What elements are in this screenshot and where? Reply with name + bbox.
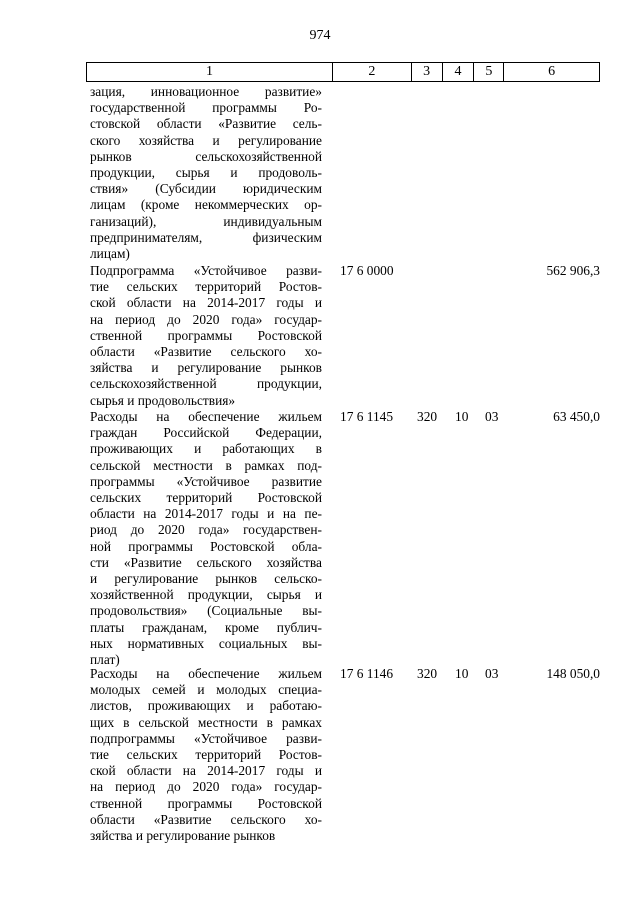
- column-header-3: 3: [412, 63, 443, 81]
- row-description: [90, 84, 322, 262]
- description-line: предпринимателям, физическим: [90, 229, 322, 245]
- description-line: лицам): [90, 246, 130, 262]
- description-line: ных нормативных социальных вы-: [90, 635, 322, 651]
- description-line: молодых семей и молодых специа-: [90, 682, 322, 698]
- row-sum: 562 906,3: [546, 263, 600, 278]
- description-line: лицам (кроме некоммерческих ор-: [90, 197, 322, 213]
- column-header-4: 4: [443, 63, 475, 81]
- description-line: граждан Российской Федерации,: [90, 425, 322, 441]
- description-line: на период до 2020 года» государ-: [90, 779, 322, 795]
- description-line: Подпрограмма «Устойчивое разви-: [90, 263, 322, 278]
- description-line: сельскохозяйственной продукции,: [90, 376, 322, 392]
- description-line: ской области на 2014-2017 годы и: [90, 295, 322, 311]
- description-line: ствия» (Субсидии юридическим: [90, 181, 322, 197]
- description-line: проживающих и работающих в: [90, 441, 322, 457]
- description-line: зяйства и регулирование рынков: [90, 360, 322, 376]
- column-header-2: 2: [333, 63, 412, 81]
- row-pr: 03: [485, 409, 499, 424]
- row-sum: 148 050,0: [546, 666, 600, 681]
- description-line: ственной программы Ростовской: [90, 327, 322, 343]
- row-code: 17 6 1146: [340, 666, 394, 681]
- description-line: ственной программы Ростовской: [90, 795, 322, 811]
- row-sum: 63 450,0: [553, 409, 600, 424]
- description-line: плат): [90, 652, 120, 668]
- description-line: сельской местности в рамках под-: [90, 457, 322, 473]
- description-line: сельских территорий Ростовской: [90, 490, 322, 506]
- row-description: [90, 666, 322, 844]
- row-rz: 10: [455, 666, 469, 681]
- description-line: листов, проживающих и работаю-: [90, 698, 322, 714]
- description-line: риод до 2020 года» государствен-: [90, 522, 322, 538]
- description-line: государственной программы Ро-: [90, 100, 322, 116]
- description-line: подпрограммы «Устойчивое разви-: [90, 730, 322, 746]
- description-line: на период до 2020 года» государ-: [90, 311, 322, 327]
- description-line: рынков сельскохозяйственной: [90, 148, 322, 164]
- description-line: ской области на 2014-2017 годы и: [90, 763, 322, 779]
- description-line: зация, инновационное развитие»: [90, 84, 322, 99]
- description-line: программы «Устойчивое развитие: [90, 473, 322, 489]
- row-code: 17 6 1145: [340, 409, 394, 424]
- description-line: тие сельских территорий Ростов-: [90, 279, 322, 295]
- column-header-1: 1: [87, 63, 333, 81]
- row-rz: 10: [455, 409, 469, 424]
- row-vr: 320: [417, 666, 438, 681]
- description-line: сырья и продовольствия»: [90, 392, 236, 408]
- description-line: области «Развитие сельского хо-: [90, 811, 322, 827]
- description-line: и регулирование рынков сельско-: [90, 571, 322, 587]
- description-line: продовольствия» (Социальные вы-: [90, 603, 322, 619]
- description-line: ной программы Ростовской обла-: [90, 538, 322, 554]
- description-line: хозяйственной продукции, сырья и: [90, 587, 322, 603]
- description-line: зяйства и регулирование рынков: [90, 828, 276, 844]
- row-description: [90, 409, 322, 668]
- row-code: 17 6 0000: [340, 263, 394, 278]
- row-pr: 03: [485, 666, 499, 681]
- description-line: платы гражданам, кроме публич-: [90, 619, 322, 635]
- description-line: Расходы на обеспечение жильем: [90, 666, 322, 681]
- row-vr: 320: [417, 409, 438, 424]
- description-line: щих в сельской местности в рамках: [90, 714, 322, 730]
- page-number: 974: [309, 28, 331, 43]
- table-header: [86, 62, 600, 82]
- row-description: [90, 263, 322, 409]
- description-line: ского хозяйства и регулирование: [90, 132, 322, 148]
- description-line: продукции, сырья и продоволь-: [90, 165, 322, 181]
- column-header-5: 5: [474, 63, 504, 81]
- description-line: тие сельских территорий Ростов-: [90, 747, 322, 763]
- description-line: области «Развитие сельского хо-: [90, 344, 322, 360]
- description-line: Расходы на обеспечение жильем: [90, 409, 322, 424]
- description-line: сти «Развитие сельского хозяйства: [90, 554, 322, 570]
- description-line: ганизаций), индивидуальным: [90, 213, 322, 229]
- description-line: стовской области «Развитие сель-: [90, 116, 322, 132]
- description-line: области на 2014-2017 годы и на пе-: [90, 506, 322, 522]
- column-header-6: 6: [548, 64, 556, 79]
